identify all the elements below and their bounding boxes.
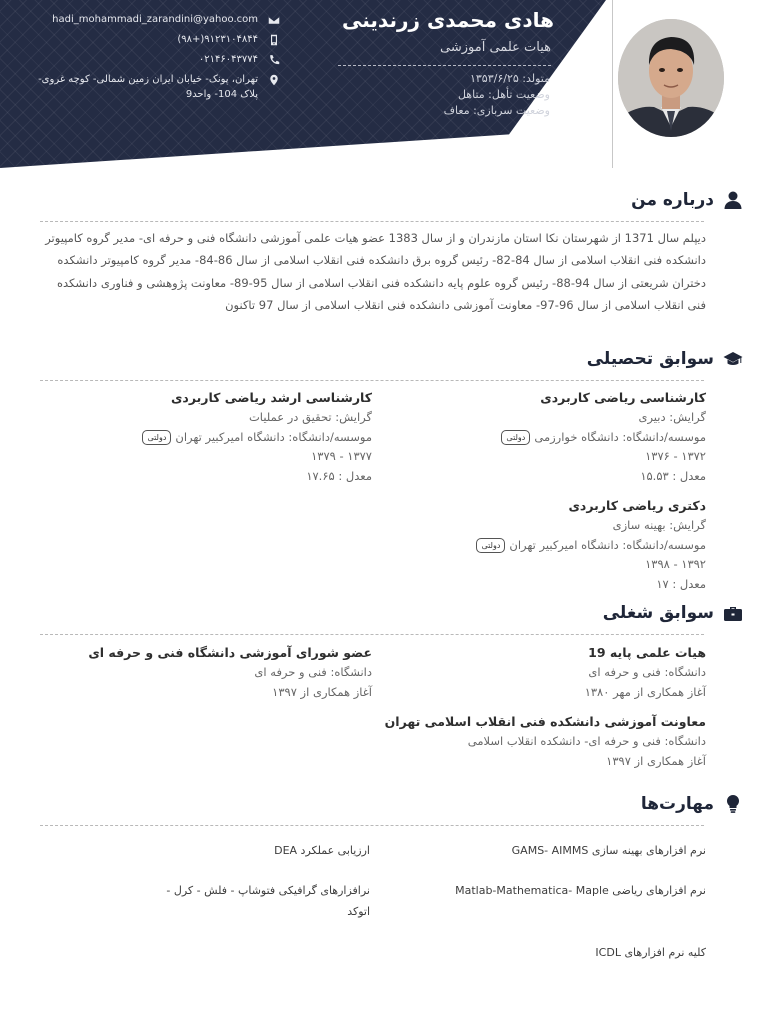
header-divider: [612, 0, 613, 168]
skills-section-header: [40, 791, 744, 826]
start-date: آغاز همکاری از مهر ۱۳۸۰: [584, 684, 706, 699]
briefcase-icon: [722, 602, 744, 624]
education-entry: [420, 496, 706, 594]
map-pin-icon: [266, 72, 282, 88]
organization: دانشگاه: فنی و حرفه ای- دانشکده انقلاب اسلامی: [467, 734, 706, 748]
job-title: هیات علمی آموزشی: [440, 40, 551, 55]
avatar: [618, 19, 724, 137]
address-text: تهران، پونک- خیابان ایران زمین شمالی- کوچه غروی- پلاک 104- واحد9: [38, 74, 258, 100]
status-badge: دولتی: [476, 538, 505, 553]
education-column-right: [420, 388, 706, 604]
person-name: هادی محمدی زرندینی: [342, 8, 554, 32]
education-entry: [420, 388, 706, 486]
lightbulb-icon: [722, 793, 744, 815]
gpa: معدل : ۱۷.۶۵: [306, 468, 372, 483]
email-text[interactable]: hadi_mohammadi_zarandini@yahoo.com: [52, 14, 258, 25]
education-entry: [60, 388, 372, 486]
skill-item: نرم افزارهای ریاضی Matlab-Mathematica- Maple: [455, 884, 706, 897]
contact-phone[interactable]: [20, 52, 282, 68]
work-entry: [420, 643, 706, 702]
name-separator: [338, 65, 551, 66]
phone-text[interactable]: ۰۲۱۴۶۰۴۳۷۷۴: [198, 54, 258, 65]
years: ۱۳۹۲ - ۱۳۹۸: [645, 557, 706, 571]
skills-divider: [40, 825, 704, 826]
degree: کارشناسی ریاضی کاربردی: [540, 390, 706, 405]
graduation-cap-icon: [722, 348, 744, 370]
work-column-left: [60, 643, 372, 712]
work-column-right: [384, 643, 706, 781]
personal-info: [350, 71, 550, 119]
position: عضو شورای آموزشی دانشگاه فنی و حرفه ای: [88, 645, 372, 660]
position: هیات علمی پایه 19: [588, 645, 706, 660]
organization: دانشگاه: فنی و حرفه ای: [254, 665, 372, 679]
about-text: [45, 227, 706, 316]
birth-date: متولد: ۱۳۵۳/۶/۲۵: [469, 72, 550, 85]
field: گرایش: بهینه سازی: [612, 518, 706, 532]
contact-email[interactable]: [20, 12, 282, 28]
skill-item: ارزیابی عملکرد DEA: [274, 844, 370, 857]
work-title: سوابق شغلی: [602, 603, 714, 623]
work-entry: [60, 643, 372, 702]
work-section-header: [40, 600, 744, 635]
about-section-header: [40, 187, 744, 222]
skill-item: نرم افزارهای بهینه سازی GAMS- AIMMS: [511, 844, 706, 857]
about-title: درباره من: [631, 190, 714, 210]
about-line: دختران شریعتی از سال 94-88- رئیس گروه علوم پایه دانشکده فنی انقلاب اسلامی از سال 95-89- معاونت پژوهشی و فناوری دانشکده: [56, 275, 706, 290]
user-icon: [722, 189, 744, 211]
skill-item: نرافزارهای گرافیکی فتوشاپ - فلش - کرل - اتوکد: [166, 884, 370, 918]
institute-row: [420, 536, 706, 556]
work-divider: [40, 634, 704, 635]
work-entry: [384, 712, 706, 771]
start-date: آغاز همکاری از ۱۳۹۷: [606, 753, 706, 768]
organization: دانشگاه: فنی و حرفه ای: [588, 665, 706, 679]
about-line: فنی انقلاب اسلامی از سال 96-97- معاونت آموزشی دانشکده فنی انقلاب اسلامی از سال 97 تاکنون: [225, 297, 706, 312]
gpa: معدل : ۱۵.۵۳: [640, 468, 706, 483]
institute: موسسه/دانشگاه: دانشگاه خوارزمی: [534, 429, 706, 444]
about-line: دانشکده فنی انقلاب اسلامی از سال 84-82- رئیس گروه برق دانشکده فنی انقلاب اسلامی از سال 86-84- مدیر گروه کامپیوتر دانشکده: [57, 253, 706, 268]
position: معاونت آموزشی دانشکده فنی انقلاب اسلامی تهران: [384, 714, 706, 729]
institute-row: [420, 428, 706, 448]
institute: موسسه/دانشگاه: دانشگاه امیرکبیر تهران: [509, 537, 706, 552]
phone-icon: [266, 52, 282, 68]
status-badge: دولتی: [142, 430, 171, 445]
education-section-header: [40, 346, 744, 381]
skills-title: مهارت‌ها: [640, 794, 714, 814]
skill-item: کلیه نرم افزارهای ICDL: [595, 946, 706, 959]
start-date: آغاز همکاری از ۱۳۹۷: [272, 684, 372, 699]
education-column-left: [60, 388, 372, 496]
contact-mobile[interactable]: [20, 32, 282, 48]
education-divider: [40, 380, 704, 381]
field: گرایش: دبیری: [638, 410, 706, 424]
gpa: معدل : ۱۷: [656, 576, 706, 591]
contact-address: [20, 72, 282, 102]
degree: کارشناسی ارشد ریاضی کاربردی: [170, 390, 372, 405]
envelope-icon: [266, 12, 282, 28]
about-divider: [40, 221, 704, 222]
mobile-text[interactable]: (۹۸+)۹۱۲۳۱۰۴۸۴۴: [177, 34, 258, 45]
mobile-icon: [266, 32, 282, 48]
about-line: دیپلم سال 1371 از شهرستان نکا استان مازندران و از سال 1383 عضو هیات علمی آموزشی دانشگاه فنی و حرفه ای- مدیر گروه کامپیوتر: [45, 231, 706, 245]
years: ۱۳۷۷ - ۱۳۷۹: [311, 449, 372, 463]
profile-photo: [618, 19, 724, 137]
education-title: سوابق تحصیلی: [586, 349, 714, 369]
institute-row: [60, 428, 372, 448]
status-badge: دولتی: [501, 430, 530, 445]
years: ۱۳۷۲ - ۱۳۷۶: [645, 449, 706, 463]
military-status: وضعیت سربازی: معاف: [443, 104, 550, 117]
field: گرایش: تحقیق در عملیات: [248, 410, 372, 424]
contact-list: [20, 12, 282, 106]
institute: موسسه/دانشگاه: دانشگاه امیرکبیر تهران: [175, 429, 372, 444]
marital-status: وضعیت تأهل: متاهل: [457, 88, 550, 101]
degree: دکتری ریاضی کاربردی: [568, 498, 706, 513]
